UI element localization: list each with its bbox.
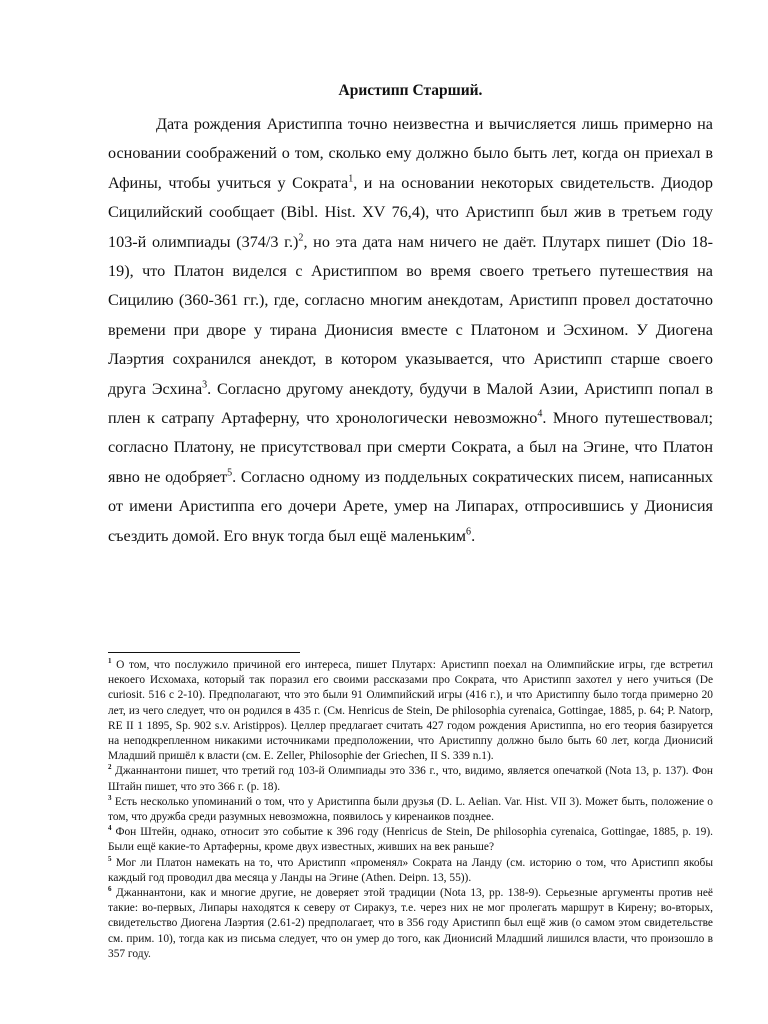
paragraph-segment: . Согласно одному из поддельных сократических писем, написанных от имени Аристиппа его дочери Арете, умер на Липарах, отпросившись у Дионисия съездить домой. Его внук тогда был ещё маленьким <box>108 467 713 545</box>
footnote-text: Есть несколько упоминаний о том, что у Аристиппа были друзья (D. L. Aelian. Var. Hist. VII 3). Может быть, положение о том, что дружба среди разумных невозможна, появилось у киренаиков позднее. <box>108 795 713 824</box>
footnote-text: Фон Штейн, однако, относит это событие к 396 году (Henricus de Stein, De philosophia cyrenaica, Gottingae, 1885, p. 19). Были ещё какие-то Артаферны, кроме двух известных, живших на век раньше? <box>108 826 713 854</box>
footnote-text: Джаннантони пишет, что третий год 103-й Олимпиады это 336 г., что, видимо, является опечаткой (Nota 13, p. 137). Фон Штайн пишет, что это 366 г. (p. 18). <box>108 765 713 793</box>
footnote-number: 3 <box>108 794 112 803</box>
footnote-text: О том, что послужило причиной его интереса, пишет Плутарх: Аристипп поехал на Олимпийские игры, где встретил некоего Исхомаха, который так поразил его своими рассказами про Сократа, что Аристипп захотел у него учиться (De curiosit. 516 c 2-10). Предполагают, что это были 91 Олимпийский игры (416 г.), и что Аристиппу было тогда примерно 20 лет, из чего следует, что он родился в 435 г. (См. Henricus de Stein, De philosophia cyrenaica, Gottingae, 1885, p. 64; P. Natorp, RE II 1 1895, Sp. 902 s.v. Aristippos). Целлер предлагает считать 427 годом рождения Аристиппа, но его теория базируется на неподкрепленном никакими источниками предположении, что Аристиппу должно было быть 60 лет, когда Дионисий Младший пришёл к власти (см. E. Zeller, Philosophie der Griechen, II S. 339 n.1). <box>108 659 714 763</box>
footnote-number: 6 <box>108 885 112 894</box>
footnote-separator <box>108 652 300 653</box>
footnote-text: Мог ли Платон намекать на то, что Аристипп «променял» Сократа на Ланду (см. историю о том, что Аристипп якобы каждый год проводил два месяца у Ланды на Эгине (Athen. Deipn. 13, 55)). <box>108 856 713 884</box>
footnote-ref[interactable]: 2 <box>298 232 304 244</box>
paragraph-segment: , но эта дата нам ничего не даёт. Плутарх пишет (Dio 18-19), что Платон виделся с Аристиппом во время своего третьего путешествия на Сицилию (360-361 гг.), где, согласно многим анекдотам, Аристипп провел достаточно времени при дворе у тирана Дионисия вместе с Платоном и Эсхином. У Диогена Лаэртия сохранился анекдот, в котором указывается, что Аристипп старше своего друга Эсхина <box>108 232 713 398</box>
paragraph-segment: Дата рождения Аристиппа точно неизвестна и вычисляется лишь примерно на основании соображений о том, сколько ему должно было быть лет, когда он приехал в Афины, чтобы учиться у Сократа <box>108 115 713 192</box>
paragraph-segment: , и на основании некоторых свидетельств. Диодор Сицилийский сообщает (Bibl. Hist. XV 76,4), что Аристипп был жив в третьем году 103-й олимпиады (374/3 г.) <box>108 173 713 251</box>
footnote <box>108 886 713 962</box>
footnote-ref[interactable]: 1 <box>348 173 354 185</box>
footnote-number: 5 <box>108 854 112 863</box>
footnote <box>108 856 713 886</box>
footnote <box>108 764 713 794</box>
footnote-text: Джаннантони, как и многие другие, не доверяет этой традиции (Nota 13, pp. 138-9). Серьезные аргументы против неё такие: во-первых, Липары находятся к северу от Сиракуз, т.е. через них не мог пролегать маршрут в Кирену; во-вторых, свидетельство Диогена Лаэртия (2.61-2) предполагает, что в 356 году Аристипп был ещё жив (о самом этом свидетельстве см. прим. 10), тогда как из письма следует, что он умер до того, как Дионисий Младший лишился власти, что произошло в 357 году. <box>108 887 713 960</box>
footnotes <box>108 658 713 962</box>
paragraph-segment: . <box>471 526 476 545</box>
footnote-number: 1 <box>108 657 112 666</box>
footnote <box>108 658 713 764</box>
body-paragraph <box>108 110 713 551</box>
footnote-ref[interactable]: 6 <box>466 526 472 538</box>
document-page <box>108 0 713 1024</box>
footnote <box>108 825 713 855</box>
footnote-number: 2 <box>108 763 112 772</box>
footnote <box>108 795 713 825</box>
footnote-number: 4 <box>108 824 112 833</box>
paragraph-segment: . Согласно другому анекдоту, будучи в Малой Азии, Аристипп попал в плен к сатрапу Артаферну, что хронологически невозможно <box>108 379 713 428</box>
page-title: Аристипп Старший. <box>338 82 483 99</box>
paragraph-segment: . Много путешествовал; согласно Платону, не присутствовал при смерти Сократа, а был на Эгине, что Платон явно не одобряет <box>108 409 713 486</box>
footnote-ref[interactable]: 4 <box>537 408 543 420</box>
footnote-ref[interactable]: 5 <box>227 467 233 479</box>
footnote-ref[interactable]: 3 <box>202 379 208 391</box>
